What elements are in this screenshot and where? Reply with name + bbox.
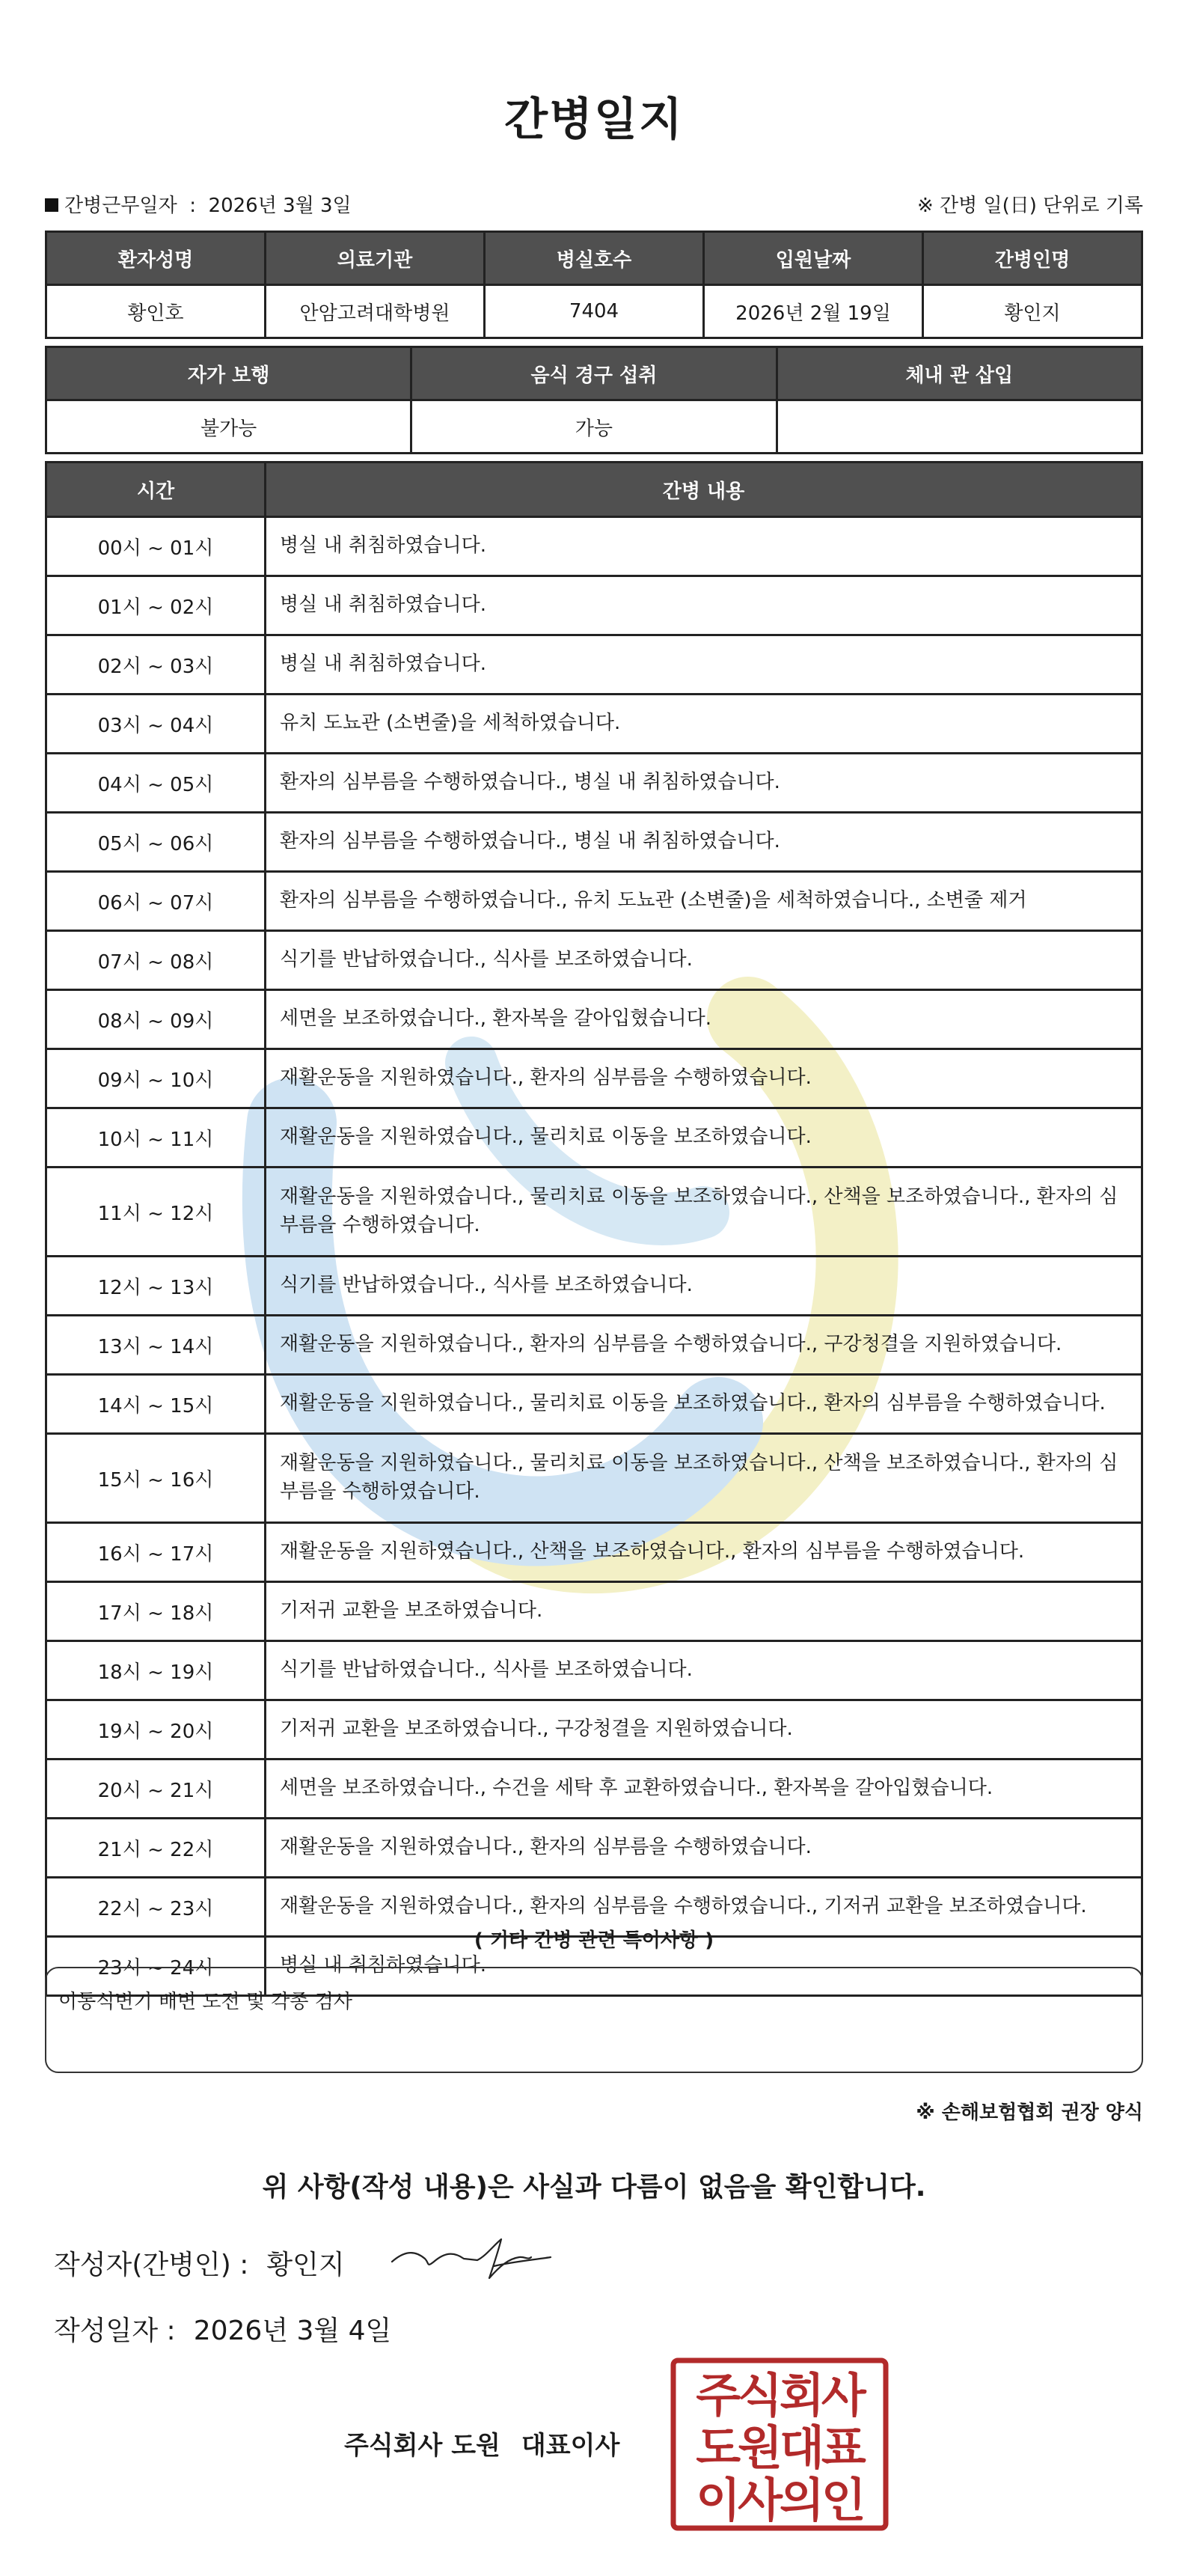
content-cell: 재활운동을 지원하였습니다., 환자의 심부름을 수행하였습니다., 구강청결을 지원하였습니다. [266,1316,1142,1375]
tube-insertion-value [777,400,1142,454]
content-cell: 재활운동을 지원하였습니다., 물리치료 이동을 보조하였습니다., 산책을 보조하였습니다., 환자의 심부름을 수행하였습니다. [266,1168,1142,1257]
table-row [46,931,1142,990]
signature-icon [382,2229,561,2289]
table-row [46,872,1142,931]
time-cell: 16시 ~ 17시 [46,1523,266,1582]
content-cell: 기저귀 교환을 보조하였습니다. [266,1582,1142,1641]
room-number: 7404 [485,285,704,338]
table-row [46,1316,1142,1375]
table-row [46,1819,1142,1878]
company-name: 주식회사 도원 [344,2431,500,2461]
header-room: 병실호수 [485,232,704,285]
time-cell: 05시 ~ 06시 [46,813,266,872]
time-cell: 19시 ~ 20시 [46,1700,266,1759]
header-time: 시간 [46,463,266,517]
table-row [46,1523,1142,1582]
form-source-note: ※ 손해보험협회 권장 양식 [916,2102,1143,2124]
writer-label: 작성자(간병인) : [54,2250,249,2280]
header-hospital: 의료기관 [266,232,485,285]
time-cell: 08시 ~ 09시 [46,990,266,1049]
time-cell: 00시 ~ 01시 [46,517,266,576]
content-cell: 환자의 심부름을 수행하였습니다., 병실 내 취침하였습니다. [266,754,1142,813]
time-cell: 01시 ~ 02시 [46,576,266,635]
content-cell: 식기를 반납하였습니다., 식사를 보조하였습니다. [266,931,1142,990]
notes-box: 이동식변기 배변 도전 및 각종 검사 [45,1967,1143,2073]
oral-intake-value: 가능 [411,400,777,454]
table-row [46,517,1142,576]
content-cell: 재활운동을 지원하였습니다., 물리치료 이동을 보조하였습니다., 환자의 심부름을 수행하였습니다. [266,1375,1142,1434]
write-date-line [54,2310,391,2348]
work-date-label: 간병근무일자 [64,195,177,217]
document-title: 간병일지 [504,94,684,146]
time-cell: 20시 ~ 21시 [46,1759,266,1819]
table-row [46,1257,1142,1316]
content-cell: 환자의 심부름을 수행하였습니다., 병실 내 취침하였습니다. [266,813,1142,872]
table-row [46,1108,1142,1168]
company-seal-icon [670,2357,889,2531]
content-cell: 환자의 심부름을 수행하였습니다., 유치 도뇨관 (소변줄)을 세척하였습니다., 소변줄 제거 [266,872,1142,931]
unit-note: ※ 간병 일(日) 단위로 기록 [916,195,1143,217]
writer-name: 황인지 [266,2250,345,2280]
table-row [46,1168,1142,1257]
header-caregiver: 간병인명 [923,232,1142,285]
content-cell: 재활운동을 지원하였습니다., 환자의 심부름을 수행하였습니다., 기저귀 교환을 보조하였습니다. [266,1878,1142,1937]
content-cell: 재활운동을 지원하였습니다., 물리치료 이동을 보조하였습니다. [266,1108,1142,1168]
meta-row [45,190,1143,220]
time-cell: 03시 ~ 04시 [46,695,266,754]
time-cell: 13시 ~ 14시 [46,1316,266,1375]
table-row [46,695,1142,754]
content-cell: 식기를 반납하였습니다., 식사를 보조하였습니다. [266,1257,1142,1316]
square-bullet-icon [45,198,58,212]
caregiver-name: 황인지 [923,285,1142,338]
content-cell: 병실 내 취침하였습니다. [266,635,1142,695]
table-row [46,1375,1142,1434]
header-admission-date: 입원날짜 [704,232,923,285]
company-line [344,2425,619,2461]
svg-text:주식회사: 주식회사 [696,2368,863,2423]
time-cell: 23시 ~ 24시 [46,1937,266,1996]
time-cell: 14시 ~ 15시 [46,1375,266,1434]
time-cell: 10시 ~ 11시 [46,1108,266,1168]
header-self-walking: 자가 보행 [46,347,411,400]
content-cell: 기저귀 교환을 보조하였습니다., 구강청결을 지원하였습니다. [266,1700,1142,1759]
patient-info-table [45,231,1143,339]
table-row [46,1582,1142,1641]
content-cell: 재활운동을 지원하였습니다., 물리치료 이동을 보조하였습니다., 산책을 보조하였습니다., 환자의 심부름을 수행하였습니다. [266,1434,1142,1523]
table-row [46,990,1142,1049]
writer-line [54,2244,345,2282]
content-cell: 병실 내 취침하였습니다. [266,517,1142,576]
table-row [46,1434,1142,1523]
patient-name: 황인호 [46,285,266,338]
table-row [46,1759,1142,1819]
content-cell: 병실 내 취침하였습니다. [266,1937,1142,1996]
time-cell: 02시 ~ 03시 [46,635,266,695]
content-cell: 세면을 보조하였습니다., 환자복을 갈아입혔습니다. [266,990,1142,1049]
patient-status-table [45,346,1143,454]
time-cell: 06시 ~ 07시 [46,872,266,931]
table-row [46,813,1142,872]
write-date-label: 작성일자 : [54,2316,176,2346]
header-tube-insertion: 체내 관 삽입 [777,347,1142,400]
table-row [46,576,1142,635]
content-cell: 식기를 반납하였습니다., 식사를 보조하였습니다. [266,1641,1142,1700]
admission-date: 2026년 2월 19일 [704,285,923,338]
time-cell: 15시 ~ 16시 [46,1434,266,1523]
svg-text:도원대표: 도원대표 [696,2420,863,2475]
self-walking-value: 불가능 [46,400,411,454]
notes-heading: ( 기타 간병 관련 특이사항 ) [474,1929,714,1952]
care-log-table [45,461,1143,1997]
time-cell: 21시 ~ 22시 [46,1819,266,1878]
time-cell: 12시 ~ 13시 [46,1257,266,1316]
table-row [46,754,1142,813]
time-cell: 22시 ~ 23시 [46,1878,266,1937]
time-cell: 04시 ~ 05시 [46,754,266,813]
time-cell: 07시 ~ 08시 [46,931,266,990]
table-row [46,1049,1142,1108]
time-cell: 09시 ~ 10시 [46,1049,266,1108]
content-cell: 세면을 보조하였습니다., 수건을 세탁 후 교환하였습니다., 환자복을 갈아입혔습니다. [266,1759,1142,1819]
hospital-name: 안암고려대학병원 [266,285,485,338]
header-patient-name: 환자성명 [46,232,266,285]
table-row [46,1641,1142,1700]
svg-text:이사의인: 이사의인 [696,2473,863,2527]
work-date-value: 2026년 3월 3일 [208,195,352,217]
content-cell: 재활운동을 지원하였습니다., 환자의 심부름을 수행하였습니다. [266,1049,1142,1108]
time-cell: 17시 ~ 18시 [46,1582,266,1641]
content-cell: 재활운동을 지원하였습니다., 산책을 보조하였습니다., 환자의 심부름을 수행하였습니다. [266,1523,1142,1582]
confirmation-statement: 위 사항(작성 내용)은 사실과 다름이 없음을 확인합니다. [262,2172,926,2203]
time-cell: 18시 ~ 19시 [46,1641,266,1700]
content-cell: 병실 내 취침하였습니다. [266,576,1142,635]
table-row [46,1700,1142,1759]
write-date-value: 2026년 3월 4일 [193,2316,392,2346]
content-cell: 유치 도뇨관 (소변줄)을 세척하였습니다. [266,695,1142,754]
work-date: 간병근무일자 : 2026년 3월 3일 [45,190,352,218]
header-care-content: 간병 내용 [266,463,1142,517]
table-row [46,635,1142,695]
representative-title: 대표이사 [521,2431,620,2461]
content-cell: 재활운동을 지원하였습니다., 환자의 심부름을 수행하였습니다. [266,1819,1142,1878]
time-cell: 11시 ~ 12시 [46,1168,266,1257]
header-oral-intake: 음식 경구 섭취 [411,347,777,400]
